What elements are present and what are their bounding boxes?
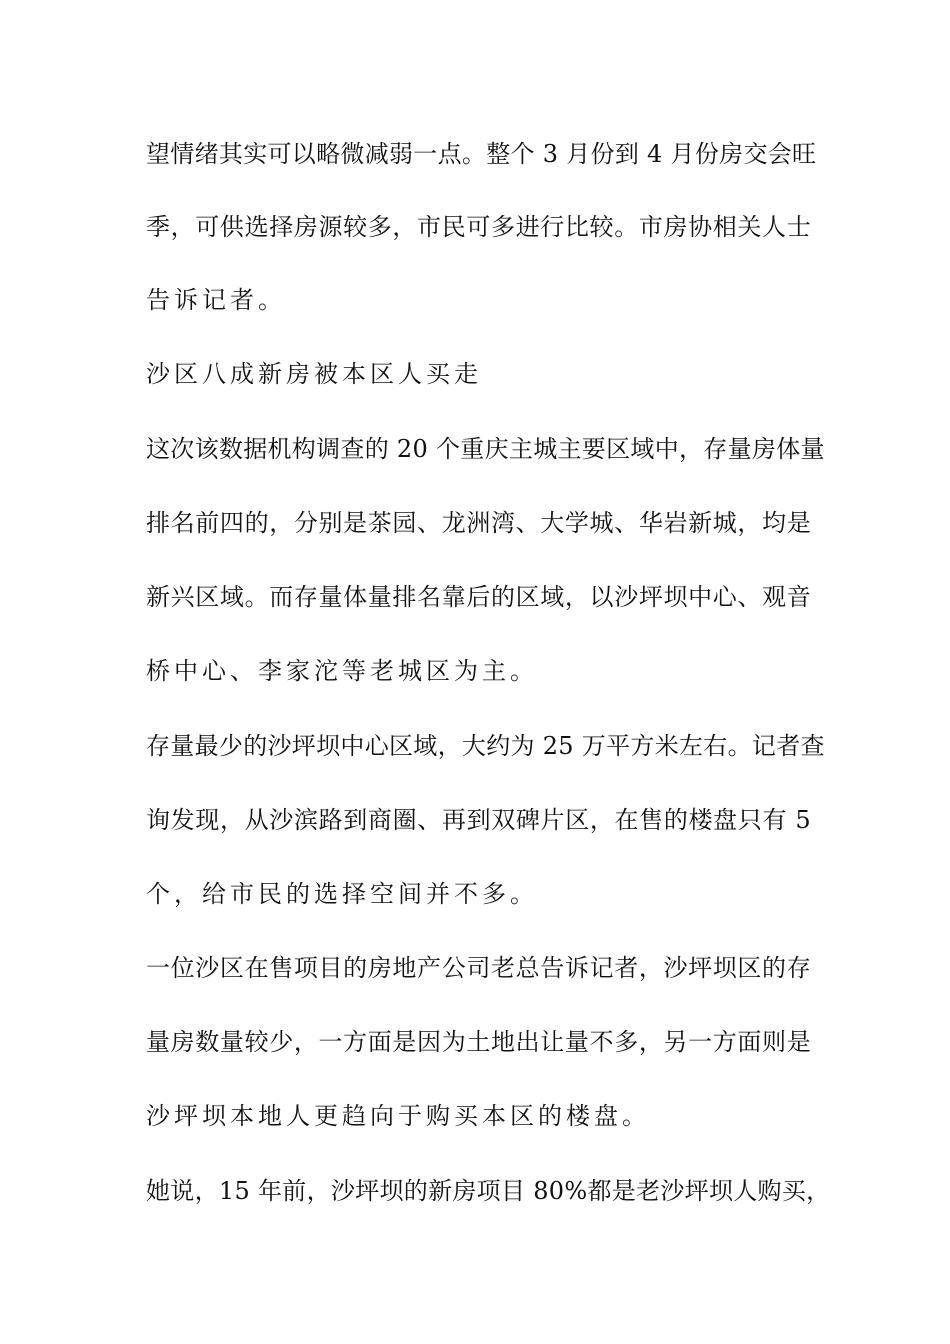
- text-line: 这次该数据机构调查的 20 个重庆主城主要区域中，存量房体量: [146, 435, 825, 463]
- text-line: 她说，15 年前，沙坪坝的新房项目 80%都是老沙坪坝人购买，: [146, 1177, 831, 1205]
- text-line: 沙坪坝本地人更趋向于购买本区的楼盘。: [146, 1102, 650, 1130]
- text-line: 桥中心、李家沱等老城区为主。: [146, 657, 538, 685]
- text-line: 存量最少的沙坪坝中心区域，大约为 25 万平方米左右。记者查: [146, 732, 825, 760]
- text-line: 排名前四的，分别是茶园、龙洲湾、大学城、华岩新城，均是: [146, 509, 811, 537]
- text-line: 新兴区域。而存量体量排名靠后的区域，以沙坪坝中心、观音: [146, 583, 811, 611]
- text-line: 量房数量较少，一方面是因为土地出让量不多，另一方面则是: [146, 1028, 811, 1056]
- text-line: 望情绪其实可以略微减弱一点。整个 3 月份到 4 月份房交会旺: [146, 140, 817, 168]
- section-heading: 沙区八成新房被本区人买走: [146, 360, 482, 388]
- text-line: 季，可供选择房源较多，市民可多进行比较。市房协相关人士: [146, 213, 811, 241]
- text-line: 一位沙区在售项目的房地产公司老总告诉记者，沙坪坝区的存: [146, 954, 811, 982]
- text-line: 告诉记者。: [146, 286, 286, 314]
- text-line: 个，给市民的选择空间并不多。: [146, 880, 538, 908]
- text-line: 询发现，从沙滨路到商圈、再到双碑片区，在售的楼盘只有 5: [146, 806, 811, 834]
